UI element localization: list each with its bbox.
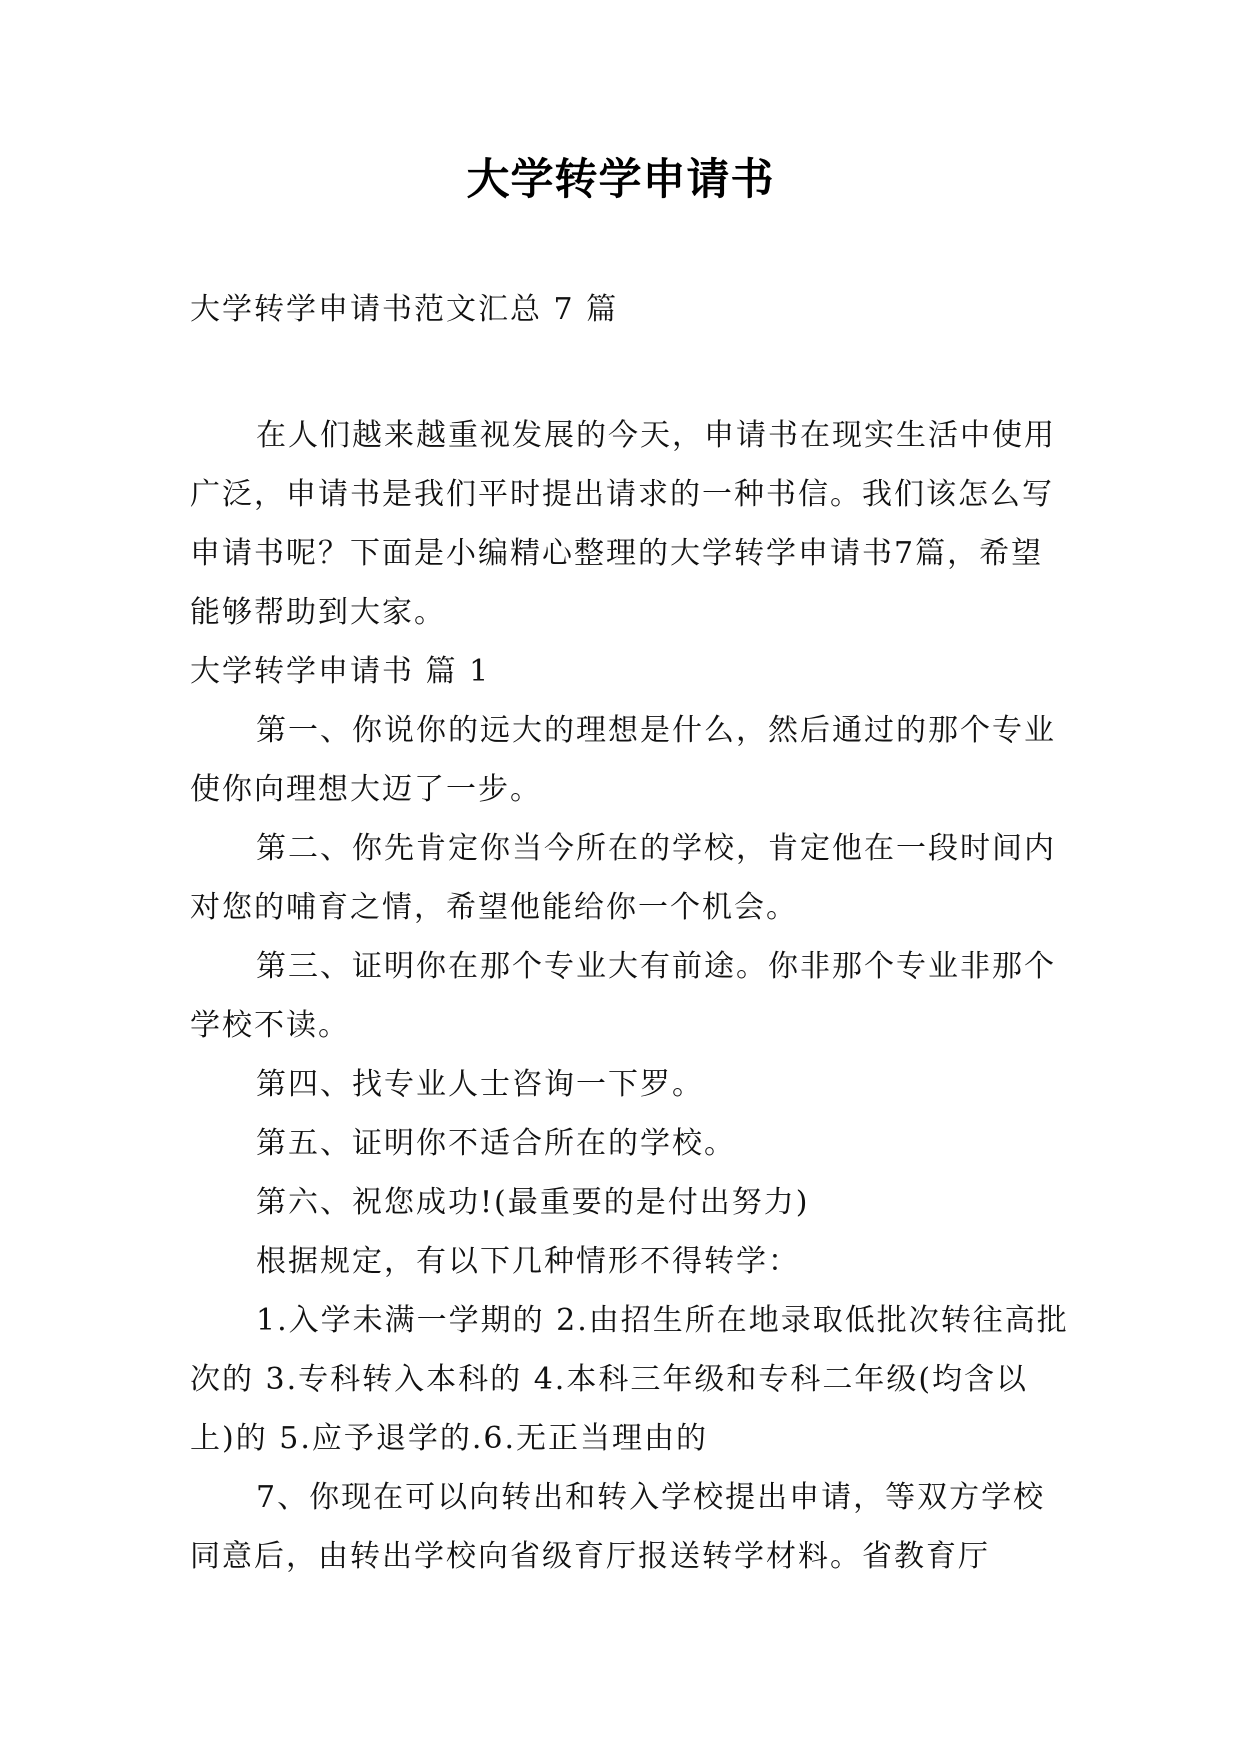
section-heading: 大学转学申请书 篇 1	[190, 654, 491, 689]
document-subtitle: 大学转学申请书范文汇总 7 篇	[190, 292, 619, 327]
document-title: 大学转学申请书	[466, 155, 775, 205]
body-paragraph: 第四、找专业人士咨询一下罗。	[256, 1067, 704, 1102]
body-paragraph: 7、你现在可以向转出和转入学校提出申请，等双方学校同意后，由转出学校向省级育厅报送转学材料。省教育厅	[190, 1480, 1046, 1574]
body-paragraph: 1.入学未满一学期的 2.由招生所在地录取低批次转往高批次的 3.专科转入本科的 4.本科三年级和专科二年级(均含以上)的 5.应予退学的.6.无正当理由的	[190, 1303, 1069, 1456]
document-body	[190, 406, 1070, 1586]
body-paragraph: 第一、你说你的远大的理想是什么，然后通过的那个专业使你向理想大迈了一步。	[190, 713, 1056, 807]
body-paragraph: 第三、证明你在那个专业大有前途。你非那个专业非那个学校不读。	[190, 949, 1056, 1043]
body-paragraph: 第五、证明你不适合所在的学校。	[256, 1126, 736, 1161]
body-paragraph: 根据规定，有以下几种情形不得转学：	[256, 1244, 800, 1279]
intro-paragraph: 在人们越来越重视发展的今天，申请书在现实生活中使用广泛，申请书是我们平时提出请求的一种书信。我们该怎么写申请书呢？下面是小编精心整理的大学转学申请书7篇，希望能够帮助到大家。	[190, 418, 1056, 630]
body-paragraph: 第六、祝您成功!(最重要的是付出努力)	[256, 1185, 810, 1220]
body-paragraph: 第二、你先肯定你当今所在的学校，肯定他在一段时间内对您的哺育之情，希望他能给你一个机会。	[190, 831, 1056, 925]
